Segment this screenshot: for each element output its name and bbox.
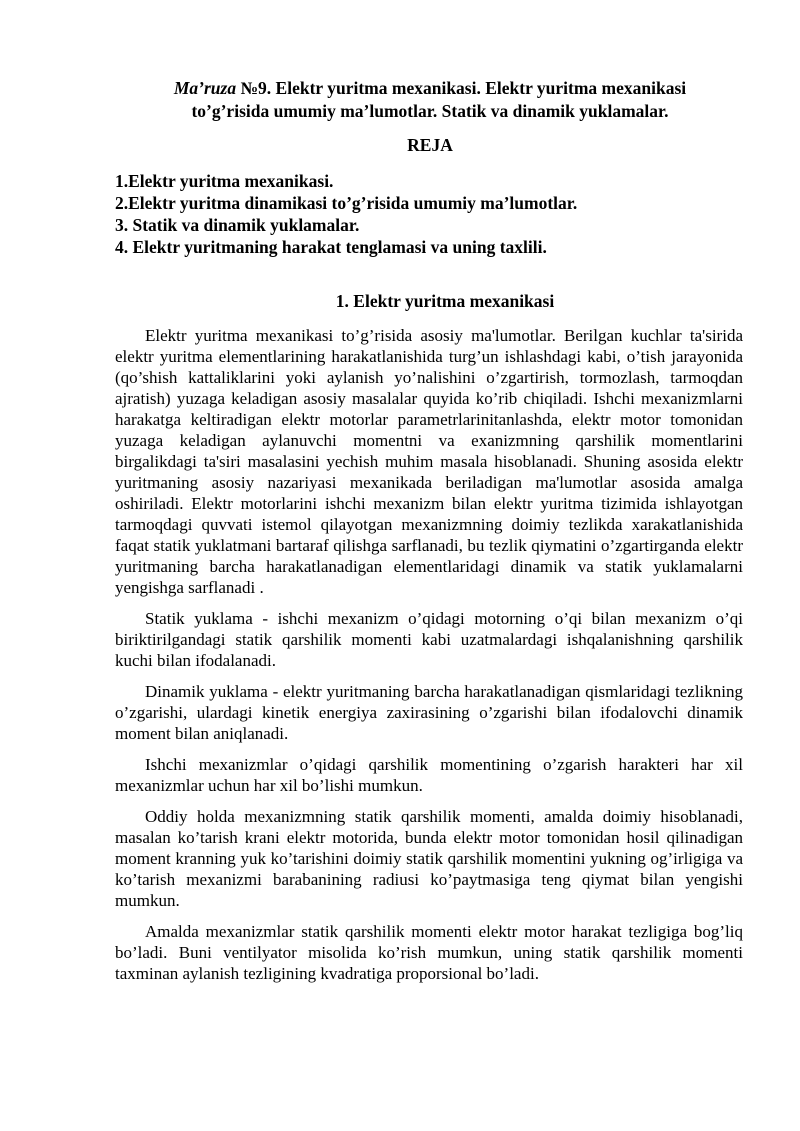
paragraph: Ishchi mexanizmlar o’qidagi qarshilik momentining o’zgarish harakteri har xil mexanizmlar uchun har xil bo’lishi mumkun. bbox=[115, 755, 743, 795]
title-lead: Ma’ruza bbox=[173, 78, 237, 98]
plan-item: 3. Statik va dinamik yuklamalar. bbox=[115, 215, 360, 235]
lecture-title bbox=[115, 77, 745, 123]
plan-item: 1.Elektr yuritma mexanikasi. bbox=[115, 171, 334, 191]
title-line-1 bbox=[115, 77, 745, 100]
title-line-1-rest: №9. Elektr yuritma mexanikasi. Elektr yuritma mexanikasi bbox=[236, 78, 687, 98]
title-line-2: to’g’risida umumiy ma’lumotlar. Statik va dinamik yuklamalar. bbox=[191, 101, 669, 121]
paragraph: Elektr yuritma mexanikasi to’g’risida asosiy ma'lumotlar. Berilgan kuchlar ta'sirida elektr yuritma elementlarining harakatlanishida turg’un ishlashdagi kabi, o’tish jarayonida (qo’shish kattaliklarini yoki aylanish yo’nalishini o’zgartirish, tormozlash, tarmoqdan ajratish) yuzaga keladigan asosiy masalalar quyida ko’rib chiqiladi. Ishchi mexanizmlarni harakatga keltiradigan elektr motorlar parametrlarinitanlashda, elektr motor tomonidan yuzaga keladigan aylanuvchi momentni va exanizmning qarshilik momentlarini birgalikdagi ta'siri masalasini yechish muhim masala hisoblanadi. Shuning asosida elektr yuritmaning asosiy nazariyasi mexanikada beriladigan ma'lumotlar asosida amalga oshiriladi. Elektr motorlarini ishchi mexanizm bilan elektr yuritma tizimida ishlayotgan tarmoqdagi quvvati istemol qilayotgan mexanizmning doimiy tezlikda xarakatlanishida faqat statik yuklatmani bartaraf qilishga sarflanadi, bu tezlik qiymatini o’zgartirganda elektr yuritmaning barcha harakatlanadigan elementlaridagi dinamik va statik yuklamalarni yengishga sarflanadi . bbox=[115, 326, 743, 597]
paragraph: Oddiy holda mexanizmning statik qarshilik momenti, amalda doimiy hisoblanadi, masalan ko’tarish krani elektr motorida, bunda elektr motor tomonidan hosil qilinadigan moment kranning yuk ko’tarishini doimiy statik qarshilik momentini yukning og’irligiga va ko’tarish mexanizmi barabanining radiusi ko’paytmasiga teng qiymat bilan yengishi mumkun. bbox=[115, 807, 743, 910]
paragraph: Dinamik yuklama - elektr yuritmaning barcha harakatlanadigan qismlaridagi tezlikning o’zgarishi, ulardagi kinetik energiya zaxirasining o’zgarishi bilan ifodalovchi dinamik moment bilan aniqlanadi. bbox=[115, 682, 743, 743]
plan-item: 2.Elektr yuritma dinamikasi to’g’risida umumiy ma’lumotlar. bbox=[115, 193, 578, 213]
plan-item: 4. Elektr yuritmaning harakat tenglamasi va uning taxlili. bbox=[115, 237, 547, 257]
plan-heading: REJA bbox=[407, 135, 453, 155]
paragraph: Statik yuklama - ishchi mexanizm o’qidagi motorning o’qi bilan mexanizm o’qi biriktirilgandagi statik qarshilik momenti kabi uzatmalardagi ishqalanishning qarshilik kuchi bilan ifodalanadi. bbox=[115, 609, 743, 670]
paragraph: Amalda mexanizmlar statik qarshilik momenti elektr motor harakat tezligiga bog’liq bo’ladi. Buni ventilyator misolida ko’rish mumkun, uning statik qarshilik momenti taxminan aylanish tezligining kvadratiga proporsional bo’ladi. bbox=[115, 922, 743, 983]
plan-list bbox=[115, 170, 745, 258]
section-heading: 1. Elektr yuritma mexanikasi bbox=[335, 291, 555, 311]
body-text bbox=[115, 325, 743, 994]
